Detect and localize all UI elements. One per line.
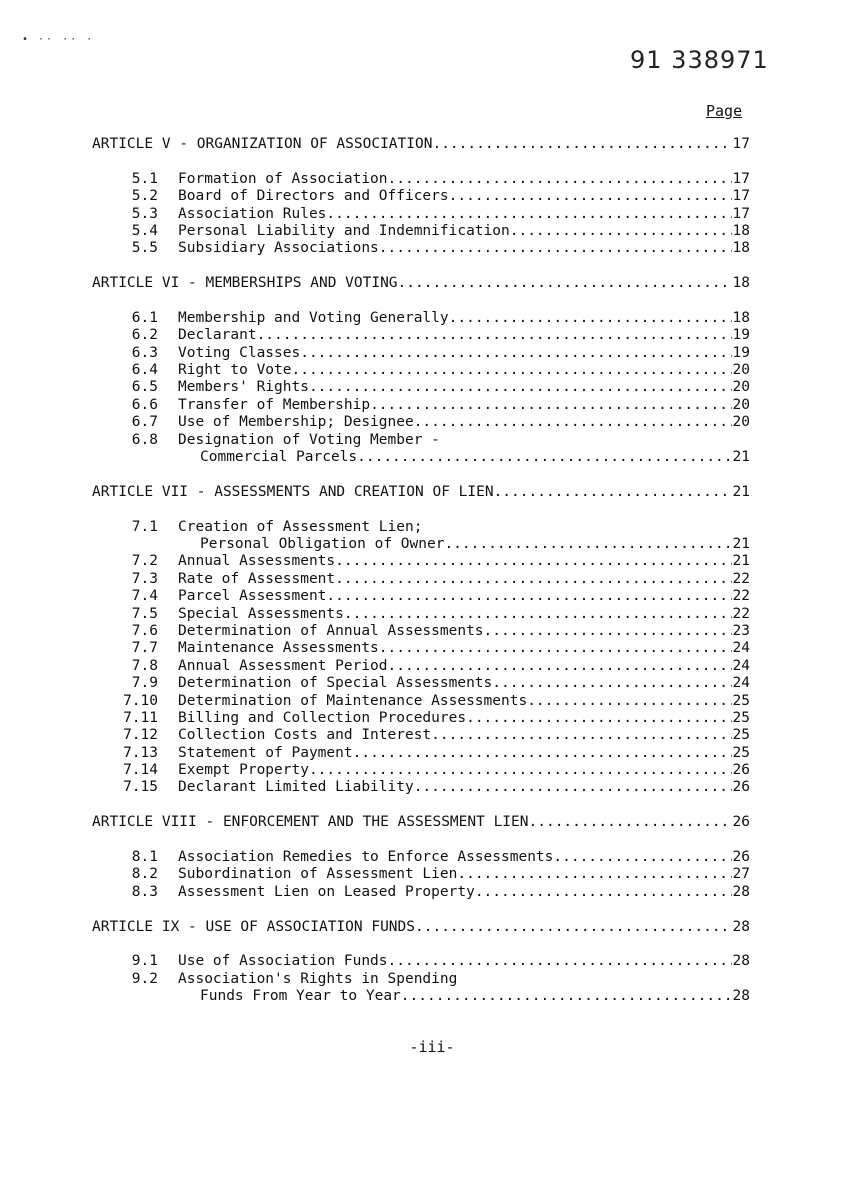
toc-section-entry (92, 606, 750, 623)
toc-leader-dots (484, 623, 732, 640)
toc-section-number: 7.15 (123, 779, 158, 796)
toc-spacer (92, 832, 750, 849)
toc-leader-dots (466, 710, 731, 727)
toc-section-entry (92, 571, 750, 588)
toc-entry-title: Rate of Assessment (178, 570, 336, 587)
toc-page-number: 24 (732, 657, 750, 674)
table-of-contents (92, 136, 750, 1006)
toc-spacer (92, 153, 750, 170)
toc-page-number: 17 (732, 136, 750, 152)
toc-leader-dots (444, 536, 731, 553)
toc-leader-dots (326, 588, 731, 605)
toc-section-entry (92, 884, 750, 901)
toc-page-number: 24 (732, 640, 750, 657)
toc-leader-dots (300, 345, 731, 362)
toc-entry-title: Personal Liability and Indemnification (178, 222, 510, 239)
toc-page-number: 28 (732, 918, 750, 935)
toc-page-number: 21 (732, 535, 750, 552)
toc-page-number: 25 (732, 709, 750, 726)
toc-entry-title: Voting Classes (178, 344, 301, 361)
toc-entry-title: ARTICLE VII - ASSESSMENTS AND CREATION OF LIEN (92, 483, 494, 500)
toc-leader-dots (379, 240, 732, 257)
toc-page-number: 26 (732, 762, 750, 779)
toc-page-number: 17 (732, 170, 750, 187)
toc-section-number: 7.3 (131, 570, 158, 587)
toc-section-number: 7.4 (131, 588, 158, 605)
toc-page-number: 24 (732, 675, 750, 692)
toc-page-number: 22 (732, 605, 750, 622)
toc-section-number: 7.1 (131, 518, 158, 535)
toc-entry-title: Use of Association Funds (178, 953, 388, 970)
toc-page-number: 17 (732, 205, 750, 222)
toc-entry-title: Members' Rights (178, 379, 309, 396)
toc-entry-title: Billing and Collection Procedures (178, 709, 467, 726)
toc-section-entry (92, 640, 750, 657)
toc-page-number: 26 (732, 849, 750, 866)
toc-section-number: 8.1 (131, 849, 158, 866)
toc-section-entry (92, 310, 750, 327)
toc-leader-dots (344, 606, 732, 623)
toc-section-number: 7.5 (131, 605, 158, 622)
toc-page-number: 18 (732, 275, 750, 292)
toc-leader-dots (335, 553, 731, 570)
toc-section-number: 5.1 (131, 170, 158, 187)
toc-section-entry (92, 675, 750, 692)
toc-spacer (92, 258, 750, 275)
toc-section-number: 9.2 (131, 970, 158, 987)
toc-leader-dots (388, 953, 732, 970)
toc-leader-dots (257, 327, 732, 344)
toc-section-entry (92, 223, 750, 240)
toc-page-number: 18 (732, 222, 750, 239)
toc-leader-dots (414, 414, 732, 431)
toc-leader-dots (370, 397, 731, 414)
toc-article-entry (92, 814, 750, 831)
toc-page-number: 17 (732, 188, 750, 205)
toc-entry-title: Association Remedies to Enforce Assessments (178, 849, 554, 866)
toc-section-number: 7.12 (123, 727, 158, 744)
toc-section-entry (92, 745, 750, 762)
toc-section-number: 7.14 (123, 762, 158, 779)
toc-page-number: 28 (732, 988, 750, 1005)
toc-section-number: 6.2 (131, 327, 158, 344)
toc-leader-dots (309, 762, 732, 779)
toc-page-number: 19 (732, 344, 750, 361)
toc-leader-dots (449, 310, 732, 327)
toc-page-number: 25 (732, 727, 750, 744)
toc-article-entry (92, 484, 750, 501)
toc-leader-dots (309, 379, 732, 396)
toc-section-number: 6.6 (131, 396, 158, 413)
toc-section-entry (92, 414, 750, 431)
toc-section-entry (92, 432, 750, 449)
toc-article-entry (92, 919, 750, 936)
toc-entry-title: Declarant Limited Liability (178, 779, 414, 796)
toc-entry-title: Subordination of Assessment Lien (178, 866, 458, 883)
toc-leader-dots (353, 745, 732, 762)
toc-entry-title: Creation of Assessment Lien; (178, 518, 423, 535)
toc-section-number: 7.9 (131, 675, 158, 692)
toc-page-number: 28 (732, 883, 750, 900)
toc-section-number: 9.1 (131, 953, 158, 970)
toc-leader-dots (457, 866, 731, 883)
toc-page-number: 20 (732, 396, 750, 413)
toc-page-number: 22 (732, 570, 750, 587)
toc-section-number: 5.5 (131, 240, 158, 257)
toc-section-entry (92, 779, 750, 796)
toc-page-number: 26 (732, 814, 750, 831)
document-number: 91 338971 (630, 46, 769, 74)
toc-section-entry (92, 693, 750, 710)
toc-section-entry (92, 953, 750, 970)
toc-entry-title: Subsidiary Associations (178, 240, 379, 257)
toc-section-entry (92, 866, 750, 883)
toc-page-number: 20 (732, 362, 750, 379)
toc-entry-title: Association Rules (178, 205, 327, 222)
toc-spacer (92, 501, 750, 518)
toc-leader-dots (357, 449, 731, 466)
toc-section-number: 5.2 (131, 188, 158, 205)
toc-page-number: 22 (732, 588, 750, 605)
toc-section-number: 6.8 (131, 431, 158, 448)
toc-entry-title: Collection Costs and Interest (178, 727, 432, 744)
toc-entry-title: ARTICLE VIII - ENFORCEMENT AND THE ASSESSMENT LIEN (92, 814, 529, 831)
toc-page-number: 25 (732, 744, 750, 761)
toc-leader-dots (292, 362, 732, 379)
toc-section-number: 7.7 (131, 640, 158, 657)
toc-entry-title: Formation of Association (178, 170, 388, 187)
toc-section-number (92, 988, 178, 1005)
toc-section-entry (92, 362, 750, 379)
toc-entry-title: Funds From Year to Year (200, 988, 401, 1005)
toc-page-number: 21 (732, 483, 750, 500)
toc-section-entry (92, 327, 750, 344)
toc-page-number: 28 (732, 953, 750, 970)
toc-section-number: 6.1 (131, 309, 158, 326)
toc-leader-dots (431, 727, 731, 744)
toc-section-entry (92, 449, 750, 466)
toc-section-entry (92, 519, 750, 536)
toc-entry-title: Use of Membership; Designee (178, 414, 414, 431)
toc-leader-dots (388, 171, 732, 188)
toc-page-number: 18 (732, 240, 750, 257)
toc-section-entry (92, 971, 750, 988)
toc-leader-dots (388, 658, 732, 675)
toc-page-number: 20 (732, 414, 750, 431)
toc-section-number: 6.4 (131, 362, 158, 379)
toc-entry-title: Personal Obligation of Owner (200, 535, 445, 552)
toc-leader-dots (401, 988, 732, 1005)
toc-section-number: 8.2 (131, 866, 158, 883)
toc-section-entry (92, 710, 750, 727)
toc-article-entry (92, 136, 750, 153)
toc-section-entry (92, 988, 750, 1005)
toc-section-entry (92, 727, 750, 744)
toc-leader-dots (414, 779, 732, 796)
scan-marks: • ·· ·· · (22, 34, 95, 45)
toc-entry-title: Special Assessments (178, 605, 344, 622)
toc-article-entry (92, 275, 750, 292)
toc-section-number: 7.8 (131, 657, 158, 674)
toc-spacer (92, 936, 750, 953)
toc-page-number: 25 (732, 692, 750, 709)
toc-section-number: 7.10 (123, 692, 158, 709)
toc-leader-dots (326, 206, 731, 223)
toc-entry-title: Board of Directors and Officers (178, 188, 449, 205)
toc-entry-title: Determination of Special Assessments (178, 675, 493, 692)
toc-section-entry (92, 397, 750, 414)
toc-spacer (92, 466, 750, 483)
toc-section-entry (92, 171, 750, 188)
toc-leader-dots (475, 884, 732, 901)
toc-entry-title: Annual Assessment Period (178, 657, 388, 674)
toc-page-number: 23 (732, 622, 750, 639)
toc-entry-title: Exempt Property (178, 762, 309, 779)
toc-spacer (92, 901, 750, 918)
toc-leader-dots (510, 223, 732, 240)
toc-leader-dots (494, 484, 732, 501)
toc-page-number: 20 (732, 379, 750, 396)
toc-section-entry (92, 379, 750, 396)
toc-section-entry (92, 623, 750, 640)
toc-leader-dots (449, 188, 732, 205)
toc-section-entry (92, 188, 750, 205)
toc-section-number: 8.3 (131, 883, 158, 900)
toc-leader-dots (553, 849, 731, 866)
toc-leader-dots (379, 640, 732, 657)
toc-entry-title: Association's Rights in Spending (178, 970, 458, 987)
toc-section-number: 6.5 (131, 379, 158, 396)
page-number: -iii- (409, 1038, 455, 1056)
toc-entry-title: Commercial Parcels (200, 449, 358, 466)
toc-entry-title: Transfer of Membership (178, 396, 371, 413)
toc-section-entry (92, 553, 750, 570)
toc-entry-title: ARTICLE V - ORGANIZATION OF ASSOCIATION (92, 136, 433, 152)
toc-leader-dots (398, 275, 732, 292)
toc-entry-title: ARTICLE IX - USE OF ASSOCIATION FUNDS (92, 918, 416, 935)
toc-entry-title: Determination of Maintenance Assessments (178, 692, 528, 709)
toc-entry-title: Declarant (178, 327, 257, 344)
page-column-heading: Page (706, 102, 743, 120)
toc-section-entry (92, 536, 750, 553)
toc-entry-title: Designation of Voting Member - (178, 431, 440, 448)
toc-section-entry (92, 588, 750, 605)
toc-spacer (92, 293, 750, 310)
toc-page-number: 27 (732, 866, 750, 883)
toc-section-number: 7.2 (131, 553, 158, 570)
toc-entry-title: Parcel Assessment (178, 588, 327, 605)
toc-section-entry (92, 849, 750, 866)
toc-entry-title: Determination of Annual Assessments (178, 622, 484, 639)
toc-section-entry (92, 762, 750, 779)
toc-section-number: 7.11 (123, 709, 158, 726)
toc-page-number: 26 (732, 779, 750, 796)
toc-section-entry (92, 658, 750, 675)
toc-section-number: 6.7 (131, 414, 158, 431)
toc-section-number (92, 536, 178, 553)
toc-section-number: 5.4 (131, 222, 158, 239)
toc-page-number: 21 (732, 553, 750, 570)
toc-entry-title: Maintenance Assessments (178, 640, 379, 657)
toc-section-number (92, 449, 178, 466)
toc-section-number: 7.13 (123, 744, 158, 761)
toc-page-number: 18 (732, 309, 750, 326)
toc-section-entry (92, 206, 750, 223)
toc-page-number: 21 (732, 449, 750, 466)
toc-section-number: 5.3 (131, 205, 158, 222)
toc-leader-dots (492, 675, 731, 692)
toc-leader-dots (335, 571, 731, 588)
toc-spacer (92, 797, 750, 814)
toc-page-number: 19 (732, 327, 750, 344)
toc-entry-title: ARTICLE VI - MEMBERSHIPS AND VOTING (92, 275, 398, 292)
toc-section-number: 7.6 (131, 622, 158, 639)
toc-leader-dots (432, 136, 731, 153)
toc-entry-title: Statement of Payment (178, 744, 353, 761)
toc-entry-title: Membership and Voting Generally (178, 309, 449, 326)
toc-leader-dots (529, 814, 732, 831)
toc-section-number: 6.3 (131, 344, 158, 361)
toc-entry-title: Annual Assessments (178, 553, 336, 570)
toc-entry-title: Assessment Lien on Leased Property (178, 883, 475, 900)
toc-entry-title: Right to Vote (178, 362, 292, 379)
toc-leader-dots (527, 693, 731, 710)
toc-section-entry (92, 345, 750, 362)
toc-leader-dots (415, 919, 732, 936)
toc-section-entry (92, 240, 750, 257)
